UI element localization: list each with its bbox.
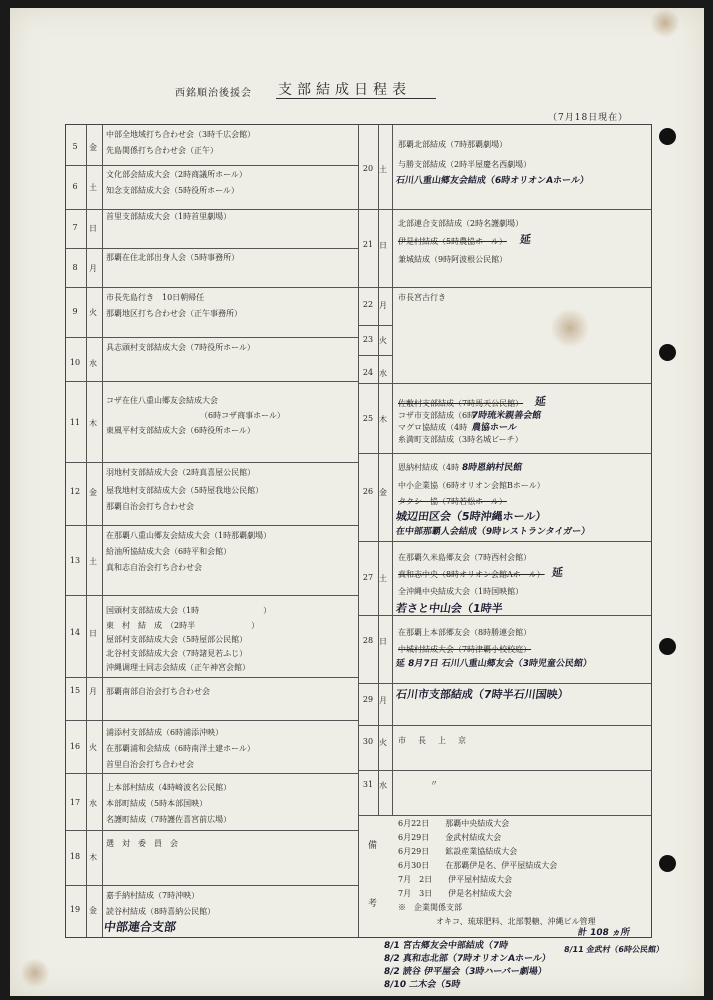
- row-line: [66, 287, 358, 288]
- dow-15: 月: [89, 687, 97, 696]
- row-line: [66, 525, 358, 526]
- row-line: [66, 595, 358, 596]
- entry: 那覇北部結成（7時那覇劇場）: [398, 140, 508, 149]
- handwritten-note: 農協ホール: [471, 423, 518, 433]
- day-18: 18: [69, 852, 81, 861]
- page-title: 支部結成日程表: [278, 82, 411, 98]
- handwritten-note: 計 108 ヵ所: [577, 928, 631, 938]
- entry: 本部町結成（5時本部国映）: [106, 799, 208, 808]
- binder-hole: [659, 638, 676, 655]
- entry: 首里支部結成大会（1時首里劇場）: [106, 212, 232, 221]
- note-item: ※ 企業関係支部: [398, 903, 462, 912]
- entry: 沖縄调理士同志会結成（正午神宮会館）: [106, 663, 250, 672]
- stain: [650, 8, 680, 38]
- org-name: 西銘順治後援会: [175, 88, 252, 99]
- entry: 屋部村支部結成大会（5時屋部公民館）: [106, 635, 248, 644]
- handwritten-note: 延: [534, 395, 547, 408]
- day-7: 7: [72, 223, 78, 232]
- entry: 国頭村支部結成大会（1時 ）: [106, 606, 272, 615]
- row-line: [358, 770, 651, 771]
- day-25: 25: [362, 414, 374, 423]
- entry: 上本部村結成（4時崎波名公民館）: [106, 783, 232, 792]
- entry: 嘉手納村結成（7時沖映）: [106, 891, 200, 900]
- entry: 全沖縄中央結成大会（1時国映館）: [398, 587, 524, 596]
- entry: 具志頭村支部結成大会（7時役所ホール）: [106, 343, 255, 352]
- day-21: 21: [362, 240, 374, 249]
- entry: 文化部会結成大会（2時商議所ホール）: [106, 170, 247, 179]
- day-31: 31: [362, 780, 374, 789]
- entry: 市 長 上 京: [398, 736, 468, 745]
- entry: 在那覇上本部郷友会（8時勝連会館）: [398, 628, 532, 637]
- day-9: 9: [72, 307, 78, 316]
- handwritten-note: 8/10 二木会（5時: [383, 980, 461, 990]
- dow-17: 水: [89, 799, 97, 808]
- day-19: 19: [69, 905, 81, 914]
- day-8: 8: [72, 263, 78, 272]
- row-line: [66, 381, 358, 382]
- binder-hole: [659, 344, 676, 361]
- handwritten-note: 延: [519, 233, 532, 246]
- day-10: 10: [69, 358, 81, 367]
- note-item: 6月29日 金武村結成大会: [398, 833, 502, 842]
- notes-label: 考: [368, 899, 378, 909]
- day-14: 14: [69, 628, 81, 637]
- entry: 先島関係打ち合わせ会（正午）: [106, 146, 218, 155]
- entry: 在那覇久米島郷友会（7時西村会館）: [398, 553, 532, 562]
- handwritten-note: 中部連合支部: [102, 920, 177, 934]
- divider: [102, 125, 103, 937]
- row-line: [358, 287, 651, 288]
- entry-struck: 真和志中央（8時オリオン会館Aホール）: [398, 570, 545, 579]
- entry: 知念支部結成大会（5時役所ホール）: [106, 186, 239, 195]
- handwritten-note: 7時琉米親善会館: [471, 411, 542, 421]
- handwritten-note: 延 8月7日 石川八重山郷友会（3時児童公民館）: [395, 659, 593, 669]
- handwritten-note: 城辺田区会（5時沖縄ホール）: [395, 510, 548, 523]
- dow-18: 木: [89, 853, 97, 862]
- entry-struck: 中城村結成大会（7時津覇小校校庭）: [398, 645, 532, 654]
- handwritten-note: 8/2 読谷 伊平屋会（3時ハーバー劇場）: [383, 967, 548, 977]
- entry: 那覇南部自治会打ち合わせ会: [106, 687, 210, 696]
- dow-22: 月: [379, 301, 387, 310]
- entry: 那覇地区打ち合わせ会（正午事務所）: [106, 309, 242, 318]
- row-line: [66, 209, 358, 210]
- entry: 在那覇浦和会結成（6時南洋土建ホール）: [106, 744, 255, 753]
- entry-struck: 伊是村結成（5時農協ホール）: [398, 237, 507, 246]
- entry: 東 村 結 成 （2時半 ）: [106, 621, 260, 630]
- entry: 糸満町支部結成（3時名城ビーチ）: [398, 435, 523, 444]
- note-item: オキコ、琉球肥料、北部製糖、沖縄ビル管理: [436, 917, 596, 926]
- handwritten-note: 石川市支部結成（7時半石川国映）: [395, 688, 570, 701]
- dow-13: 土: [89, 557, 97, 566]
- handwritten-note: 8/1 宮古郷友会中部結成（7時: [383, 941, 509, 951]
- row-line: [66, 773, 358, 774]
- dow-26: 金: [379, 488, 387, 497]
- entry: 給油所協結成大会（6時平和会館）: [106, 547, 232, 556]
- entry: 那覇在住北部出身人会（5時事務所）: [106, 253, 240, 262]
- handwritten-note: 石川八重山郷友会結成（6時オリオンAホール）: [395, 176, 590, 186]
- row-line: [358, 453, 651, 454]
- divider: [86, 125, 87, 937]
- note-item: 6月29日 鉱設産業協結成大会: [398, 847, 518, 856]
- handwritten-note: 若さと中山会（1時半: [395, 602, 504, 615]
- note-item: 6月30日 在那覇伊是名、伊平屋結成大会: [398, 861, 558, 870]
- handwritten-note: 8時恩納村民館: [461, 463, 523, 473]
- row-line: [358, 683, 651, 684]
- dow-20: 土: [379, 165, 387, 174]
- dow-29: 月: [379, 696, 387, 705]
- row-line: [358, 355, 392, 356]
- day-22: 22: [362, 300, 374, 309]
- day-11: 11: [69, 418, 81, 427]
- entry: 読谷村結成（8時喜納公民館）: [106, 907, 216, 916]
- entry: 東風平村支部結成大会（6時役所ホール）: [106, 426, 255, 435]
- dow-7: 日: [89, 224, 97, 233]
- dow-23: 火: [379, 336, 387, 345]
- day-15: 15: [69, 686, 81, 695]
- row-line: [66, 462, 358, 463]
- entry: 浦添村支部結成（6時浦添沖映）: [106, 728, 224, 737]
- entry: 市長宮古行き: [398, 293, 446, 302]
- entry: 中部全地域打ち合わせ会（3時千広会館）: [106, 130, 256, 139]
- handwritten-note: 8/2 真和志北部（7時オリオンAホール）: [383, 954, 552, 964]
- title-underline: [276, 98, 436, 99]
- dow-9: 火: [89, 308, 97, 317]
- entry: マグロ協結成（4時: [398, 423, 468, 432]
- day-5: 5: [72, 142, 78, 151]
- dow-30: 火: [379, 738, 387, 747]
- entry: コザ市支部結成（6時: [398, 411, 476, 420]
- day-26: 26: [362, 487, 374, 496]
- day-12: 12: [69, 487, 81, 496]
- dow-12: 金: [89, 488, 97, 497]
- day-17: 17: [69, 798, 81, 807]
- row-line: [66, 248, 358, 249]
- as-of-date: （7月18日現在）: [548, 113, 629, 123]
- entry: 北部連合支部結成（2時名護劇場）: [398, 219, 524, 228]
- binder-hole: [659, 855, 676, 872]
- day-24: 24: [362, 368, 374, 377]
- entry: 与勝支部結成（2時半屋慶名西劇場）: [398, 160, 532, 169]
- dow-24: 水: [379, 369, 387, 378]
- entry: 恩納村結成（4時: [398, 463, 460, 472]
- dow-31: 水: [379, 781, 387, 790]
- entry: 名護町結成（7時護佐喜宮前広場）: [106, 815, 232, 824]
- row-line: [66, 337, 358, 338]
- entry-struck: タクシー協（7時若松ホール）: [398, 497, 507, 506]
- row-line: [358, 209, 651, 210]
- entry: 兼城結成（9時阿波根公民館）: [398, 255, 508, 264]
- row-line: [66, 720, 358, 721]
- dow-21: 日: [379, 241, 387, 250]
- row-line: [66, 885, 358, 886]
- entry: 屋我地村支部結成大会（5時屋我地公民館）: [106, 486, 264, 495]
- dow-5: 金: [89, 143, 97, 152]
- entry: 首里自治会打ち合わせ会: [106, 760, 194, 769]
- day-28: 28: [362, 636, 374, 645]
- day-20: 20: [362, 164, 374, 173]
- dow-25: 木: [379, 415, 387, 424]
- entry: 羽地村支部結成大会（2時真喜屋公民館）: [106, 468, 256, 477]
- day-13: 13: [69, 556, 81, 565]
- notes-label: 備: [368, 841, 378, 851]
- entry: コザ在住八重山郷友会結成大会: [106, 396, 218, 405]
- row-line: [358, 541, 651, 542]
- binder-hole: [659, 128, 676, 145]
- entry: 選 対 委 員 会: [106, 839, 178, 848]
- note-item: 7月 2日 伊平屋村結成大会: [398, 875, 513, 884]
- dow-28: 日: [379, 637, 387, 646]
- day-16: 16: [69, 742, 81, 751]
- dow-10: 水: [89, 359, 97, 368]
- day-6: 6: [72, 182, 78, 191]
- entry: 在那覇八重山郷友会結成大会（1時那覇劇場）: [106, 531, 272, 540]
- handwritten-note: 8/11 金武村（6時公民館）: [563, 945, 665, 954]
- dow-19: 金: [89, 906, 97, 915]
- handwritten-note: 延: [551, 566, 564, 579]
- entry: 那覇自治会打ち合わせ会: [106, 502, 194, 511]
- divider: [392, 125, 393, 815]
- dow-16: 火: [89, 743, 97, 752]
- day-29: 29: [362, 695, 374, 704]
- row-line: [66, 165, 358, 166]
- divider: [378, 125, 379, 815]
- day-27: 27: [362, 573, 374, 582]
- dow-14: 日: [89, 629, 97, 638]
- dow-8: 月: [89, 264, 97, 273]
- entry: 〃: [430, 779, 438, 788]
- day-23: 23: [362, 335, 374, 344]
- handwritten-note: 在中部那覇人会結成（9時レストランタイガー）: [395, 527, 591, 537]
- entry: 真和志自治会打ち合わせ会: [106, 563, 202, 572]
- note-item: 6月22日 那覇中央結成大会: [398, 819, 510, 828]
- row-line: [358, 725, 651, 726]
- entry: （6時コザ商事ホール）: [200, 411, 285, 420]
- row-line: [358, 815, 651, 816]
- stain: [20, 958, 50, 988]
- dow-11: 木: [89, 419, 97, 428]
- dow-6: 土: [89, 183, 97, 192]
- dow-27: 土: [379, 574, 387, 583]
- row-line: [66, 677, 358, 678]
- note-item: 7月 3日 伊是名村結成大会: [398, 889, 513, 898]
- entry: 北谷村支部結成大会（7時諸見若ふじ）: [106, 649, 248, 658]
- entry: 市長先島行き 10日朝帰任: [106, 293, 205, 302]
- row-line: [66, 830, 358, 831]
- day-30: 30: [362, 737, 374, 746]
- row-line: [358, 325, 392, 326]
- row-line: [358, 383, 651, 384]
- entry: 中小企業協（6時オリオン会館Bホール）: [398, 481, 545, 490]
- entry-struck: 佐敷村支部結成（7時馬天公民館）: [398, 399, 524, 408]
